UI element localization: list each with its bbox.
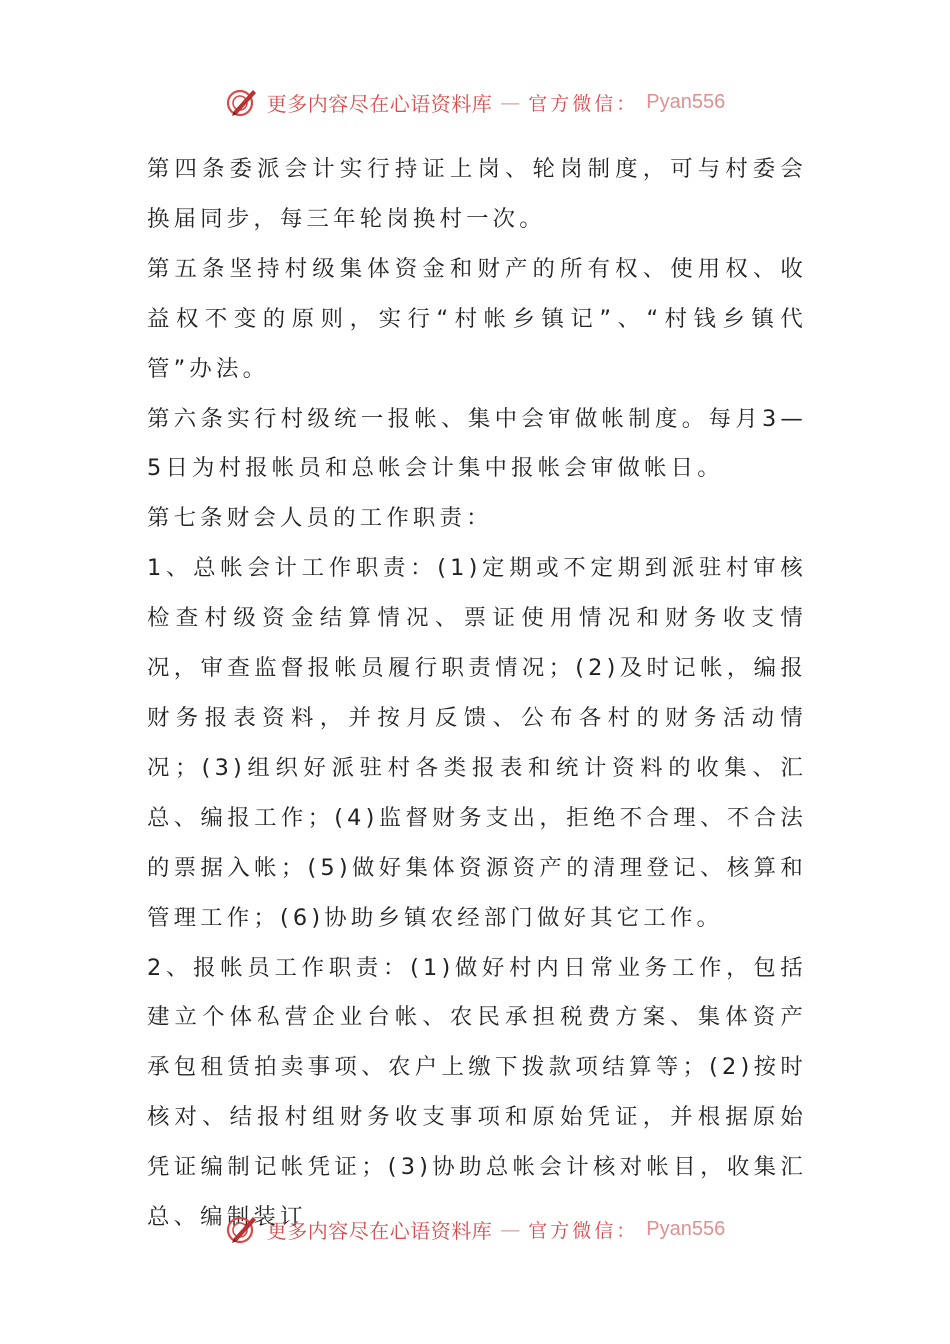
watermark-wechat-id: Pyan556: [646, 1217, 726, 1240]
paragraph-bookkeeper-duties: 2、报帐员工作职责：(1)做好村内日常业务工作，包括建立个体私营企业台帐、农民承担税费方案、集体资产承包租赁拍卖事项、农户上缴下拨款项结算等；(2)按时核对、结报村组财务收支事项和原始凭证，并根据原始凭证编制记帐凭证；(3)协助总帐会计核对帐目，收集汇总、编制装订: [147, 954, 807, 1231]
watermark-dash: —: [500, 90, 521, 114]
paragraph-article-5: 第五条坚持村级集体资金和财产的所有权、使用权、收益权不变的原则，实行“村帐乡镇记”、“村钱乡镇代管”办法。: [147, 255, 807, 382]
watermark-dash: —: [500, 1217, 521, 1241]
watermark-wechat-id: Pyan556: [646, 90, 726, 113]
document-body: [147, 145, 807, 1243]
pen-logo-icon: [225, 85, 259, 119]
header-watermark-banner: [0, 82, 950, 122]
paragraph-article-6: 第六条实行村级统一报帐、集中会审做帐制度。每月3—5日为村报帐员和总帐会计集中报帐会审做帐日。: [147, 405, 807, 482]
watermark-slogan: 更多内容尽在心语资料库: [266, 1218, 493, 1243]
paragraph-article-7-heading: 第七条财会人员的工作职责：: [147, 505, 493, 532]
footer-watermark-banner: [0, 1209, 950, 1249]
watermark-wechat-label: 官方微信：: [528, 92, 639, 115]
watermark-wechat-label: 官方微信：: [528, 1219, 639, 1242]
paragraph-general-accountant-duties: 1、总帐会计工作职责：(1)定期或不定期到派驻村审核检查村级资金结算情况、票证使用情况和财务收支情况，审查监督报帐员履行职责情况；(2)及时记帐，编报财务报表资料，并按月反馈、公布各村的财务活动情况；(3)组织好派驻村各类报表和统计资料的收集、汇总、编报工作；(4)监督财务支出，拒绝不合理、不合法的票据入帐；(5)做好集体资源资产的清理登记、核算和管理工作；(6)协助乡镇农经部门做好其它工作。: [147, 555, 807, 931]
pen-logo-icon: [225, 1212, 259, 1246]
watermark-slogan: 更多内容尽在心语资料库: [266, 91, 493, 116]
paragraph-article-4: 第四条委派会计实行持证上岗、轮岗制度，可与村委会换届同步，每三年轮岗换村一次。: [147, 156, 807, 232]
